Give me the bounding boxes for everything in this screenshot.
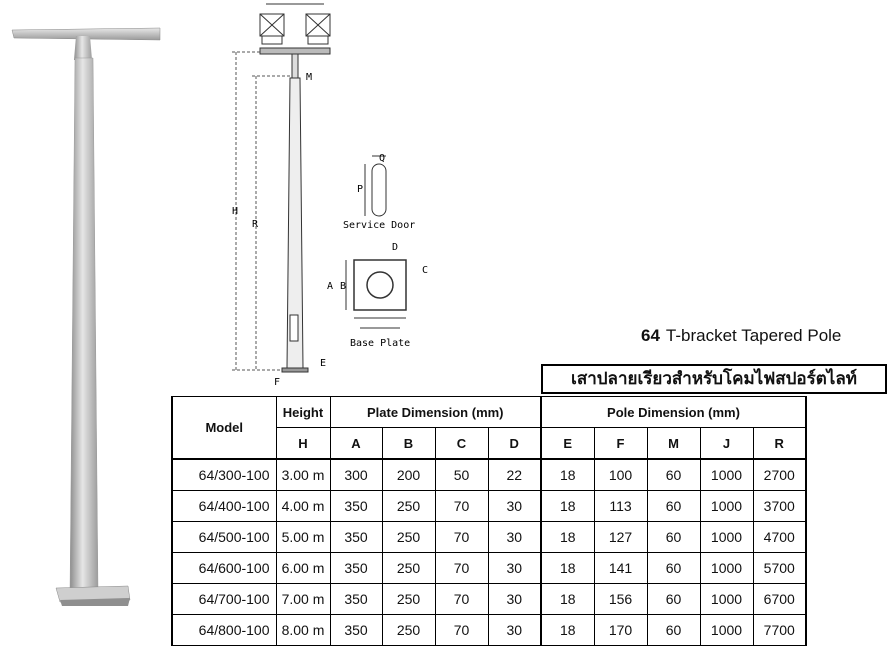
subheader-f: F: [594, 428, 647, 460]
table-cell: 50: [435, 459, 488, 491]
table-cell: 60: [647, 553, 700, 584]
table-cell: 3.00 m: [276, 459, 330, 491]
product-caption: [641, 326, 841, 346]
table-cell: 5700: [753, 553, 806, 584]
table-cell: 70: [435, 615, 488, 646]
table-cell: 22: [488, 459, 541, 491]
table-cell: 141: [594, 553, 647, 584]
cell-model: 64/500-100: [172, 522, 276, 553]
table-cell: 300: [330, 459, 382, 491]
product-title: T-bracket Tapered Pole: [665, 326, 842, 345]
table-cell: 4.00 m: [276, 491, 330, 522]
floodlight-left: [260, 14, 284, 44]
table-cell: 1000: [700, 522, 753, 553]
door-label-q: Q: [379, 153, 386, 164]
table-cell: 1000: [700, 459, 753, 491]
plate-label-c: C: [422, 265, 429, 276]
cell-model: 64/400-100: [172, 491, 276, 522]
table-cell: 250: [382, 615, 435, 646]
table-cell: 18: [541, 491, 594, 522]
table-cell: 70: [435, 491, 488, 522]
subheader-b: B: [382, 428, 435, 460]
table-cell: 30: [488, 615, 541, 646]
subheader-c: C: [435, 428, 488, 460]
subheader-e: E: [541, 428, 594, 460]
subheader-j: J: [700, 428, 753, 460]
dim-label-f: F: [274, 377, 281, 388]
table-cell: 3700: [753, 491, 806, 522]
table-cell: 60: [647, 491, 700, 522]
table-cell: 6.00 m: [276, 553, 330, 584]
table-cell: 30: [488, 553, 541, 584]
table-cell: 156: [594, 584, 647, 615]
pole-photo: [0, 0, 180, 663]
spec-table: [171, 396, 807, 646]
table-cell: 70: [435, 553, 488, 584]
plate-label-d: D: [392, 242, 399, 253]
table-cell: 113: [594, 491, 647, 522]
table-cell: 70: [435, 522, 488, 553]
dim-label-r: R: [252, 219, 259, 230]
dim-label-m: M: [306, 72, 313, 83]
table-cell: 30: [488, 491, 541, 522]
service-door-detail: [335, 150, 435, 235]
table-cell: 30: [488, 584, 541, 615]
table-cell: 60: [647, 522, 700, 553]
table-row: [172, 491, 806, 522]
header-height: Height: [276, 397, 330, 428]
table-cell: 200: [382, 459, 435, 491]
table-cell: 350: [330, 522, 382, 553]
cell-model: 64/600-100: [172, 553, 276, 584]
subheader-d: D: [488, 428, 541, 460]
table-cell: 6700: [753, 584, 806, 615]
table-cell: 60: [647, 459, 700, 491]
table-cell: 18: [541, 553, 594, 584]
table-cell: 18: [541, 522, 594, 553]
floodlight-right: [306, 14, 330, 44]
header-model: Model: [172, 397, 276, 460]
table-row: [172, 459, 806, 491]
table-cell: 1000: [700, 615, 753, 646]
table-cell: 350: [330, 491, 382, 522]
table-cell: 7.00 m: [276, 584, 330, 615]
subheader-a: A: [330, 428, 382, 460]
table-cell: 30: [488, 522, 541, 553]
table-cell: 2700: [753, 459, 806, 491]
table-cell: 8.00 m: [276, 615, 330, 646]
table-cell: 250: [382, 584, 435, 615]
table-row: [172, 522, 806, 553]
subheader-h: H: [276, 428, 330, 460]
table-cell: 127: [594, 522, 647, 553]
table-cell: 250: [382, 553, 435, 584]
table-cell: 350: [330, 584, 382, 615]
base-plate-detail: [320, 238, 440, 353]
table-cell: 70: [435, 584, 488, 615]
plate-label-b-side: B: [340, 281, 347, 292]
table-cell: 5.00 m: [276, 522, 330, 553]
table-cell: 1000: [700, 491, 753, 522]
service-door-label: Service Door: [343, 220, 416, 231]
subheader-r: R: [753, 428, 806, 460]
door-label-p: P: [357, 184, 364, 195]
dim-label-h: H: [232, 206, 239, 217]
plate-label-a-side: A: [327, 281, 334, 292]
table-cell: 350: [330, 553, 382, 584]
base-plate-label: Base Plate: [350, 338, 411, 349]
table-cell: 170: [594, 615, 647, 646]
table-cell: 18: [541, 615, 594, 646]
table-cell: 250: [382, 522, 435, 553]
table-row: [172, 553, 806, 584]
table-cell: 60: [647, 615, 700, 646]
cell-model: 64/300-100: [172, 459, 276, 491]
table-cell: 350: [330, 615, 382, 646]
table-cell: 18: [541, 584, 594, 615]
cell-model: 64/700-100: [172, 584, 276, 615]
table-cell: 4700: [753, 522, 806, 553]
subheader-m: M: [647, 428, 700, 460]
table-cell: 100: [594, 459, 647, 491]
table-row: [172, 584, 806, 615]
table-cell: 1000: [700, 553, 753, 584]
table-cell: 18: [541, 459, 594, 491]
table-cell: 60: [647, 584, 700, 615]
product-number: 64: [641, 326, 660, 345]
thai-title: เสาปลายเรียวสำหรับโคมไฟสปอร์ตไลท์: [541, 364, 887, 394]
table-cell: 1000: [700, 584, 753, 615]
cell-model: 64/800-100: [172, 615, 276, 646]
dim-label-e: E: [320, 358, 327, 369]
table-cell: 250: [382, 491, 435, 522]
table-cell: 7700: [753, 615, 806, 646]
header-pole-dimension: Pole Dimension (mm): [541, 397, 806, 428]
header-plate-dimension: Plate Dimension (mm): [330, 397, 541, 428]
table-row: [172, 615, 806, 646]
